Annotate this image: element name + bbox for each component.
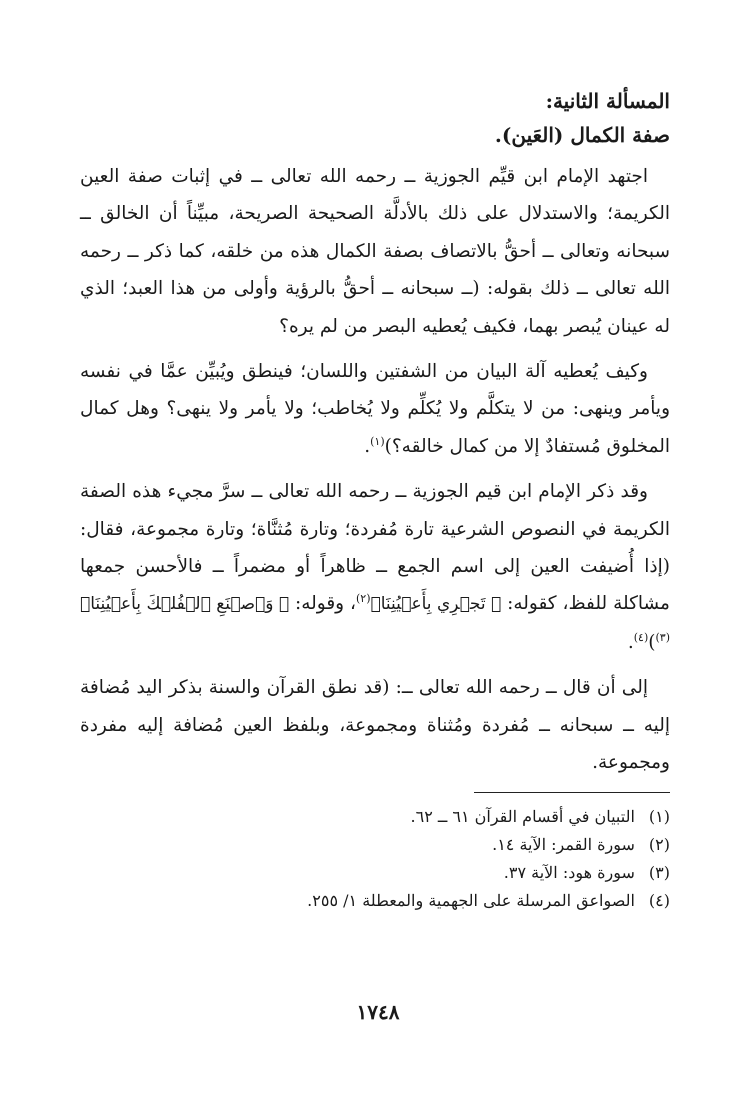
footnote-item — [80, 859, 670, 887]
footnote-ref-3[interactable]: (٣) — [655, 630, 670, 644]
paragraph-1-text: اجتهد الإمام ابن قيِّم الجوزية ــ رحمه الله تعالى ــ في إثبات صفة العين الكريمة؛ والاستدلال على ذلك بالأدلَّة الصحيحة الصريحة، مبيِّناً أن الخالق ــ سبحانه وتعالى ــ أحقُّ بالاتصاف بصفة الكمال هذه من خلقه، كما ذكر ــ رحمه الله تعالى ــ ذلك بقوله: (ــ سبحانه ــ أحقُّ بالرؤية وأولى من هذا العبد؛ الذي له عينان يُبصر بهما، فكيف يُعطيه البصر من لم يره؟ — [80, 166, 670, 337]
footnote-number: (٤) — [648, 890, 670, 910]
issue-heading: المسألة الثانية: — [545, 89, 670, 113]
paragraph-3-text: وقد ذكر الإمام ابن قيم الجوزية ــ رحمه الله تعالى ــ سرَّ مجيء هذه الصفة الكريمة في النصوص الشرعية تارة مُفردة؛ وتارة مُثنَّاة؛ وتارة مجموعة، فقال: (إذا أُضيفت العين إلى اسم الجمع ــ ظاهراً أو مضمراً ــ فالأحسن جمعها مشاكلة للفظ، كقوله: — [80, 481, 670, 615]
paragraph-3 — [80, 473, 670, 661]
paragraph-4 — [80, 669, 670, 781]
quran-verse-2: ﴿ وَٱصۡنَعِ ٱلۡفُلۡكَ بِأَعۡيُنِنَا﴾ — [80, 594, 290, 615]
paragraph-4-text: إلى أن قال ــ رحمه الله تعالى ــ: (قد نطق القرآن والسنة بذكر اليد مُضافة إليه ــ سبحانه ــ مُفردة ومُثناة ومجموعة، وبلفظ العين مُضافة إليه مفردة ومجموعة. — [80, 677, 670, 774]
footnote-divider — [474, 792, 670, 793]
quran-verse-1: ﴿ تَجۡرِي بِأَعۡيُنِنَا﴾ — [370, 594, 502, 615]
footnote-ref-2[interactable]: (٢) — [355, 592, 371, 606]
paragraph-3-close: ) — [648, 631, 656, 653]
section-title: صفة الكمال (العَين). — [494, 123, 670, 147]
footnote-item — [80, 887, 670, 915]
footnote-ref-4[interactable]: (٤) — [633, 630, 649, 644]
paragraph-3-mid: ، وقوله: — [294, 593, 356, 615]
footnote-text: سورة القمر: الآية ١٤. — [492, 834, 635, 854]
paragraph-3-end: . — [627, 631, 634, 653]
footnote-text: سورة هود: الآية ٣٧. — [503, 862, 635, 882]
paragraph-2 — [80, 353, 670, 465]
footnote-number: (٢) — [648, 834, 670, 854]
paragraph-2-end: . — [364, 435, 371, 457]
footnotes-list — [80, 803, 670, 915]
footnote-item — [80, 803, 670, 831]
page-body — [80, 84, 670, 915]
footnote-ref-1[interactable]: (١) — [370, 434, 385, 448]
footnote-item — [80, 831, 670, 859]
paragraph-2-text: وكيف يُعطيه آلة البيان من الشفتين واللسان؛ فينطق ويُبيِّن عمَّا في نفسه ويأمر وينهى: من لا يتكلَّم ولا يُكلِّم ولا يُخاطب؛ ولا يأمر ولا ينهى؟ وهل كمال المخلوق مُستفادٌ إلا من كمال خالقه؟) — [80, 361, 670, 457]
footnote-number: (١) — [648, 806, 670, 826]
page-number: ١٧٤٨ — [356, 1000, 400, 1024]
footnote-number: (٣) — [648, 862, 670, 882]
paragraph-1 — [80, 158, 670, 345]
footnote-text: التبيان في أقسام القرآن ٦١ ــ ٦٢. — [410, 806, 635, 826]
footnote-text: الصواعق المرسلة على الجهمية والمعطلة ١/ ٢٥٥. — [307, 890, 635, 910]
